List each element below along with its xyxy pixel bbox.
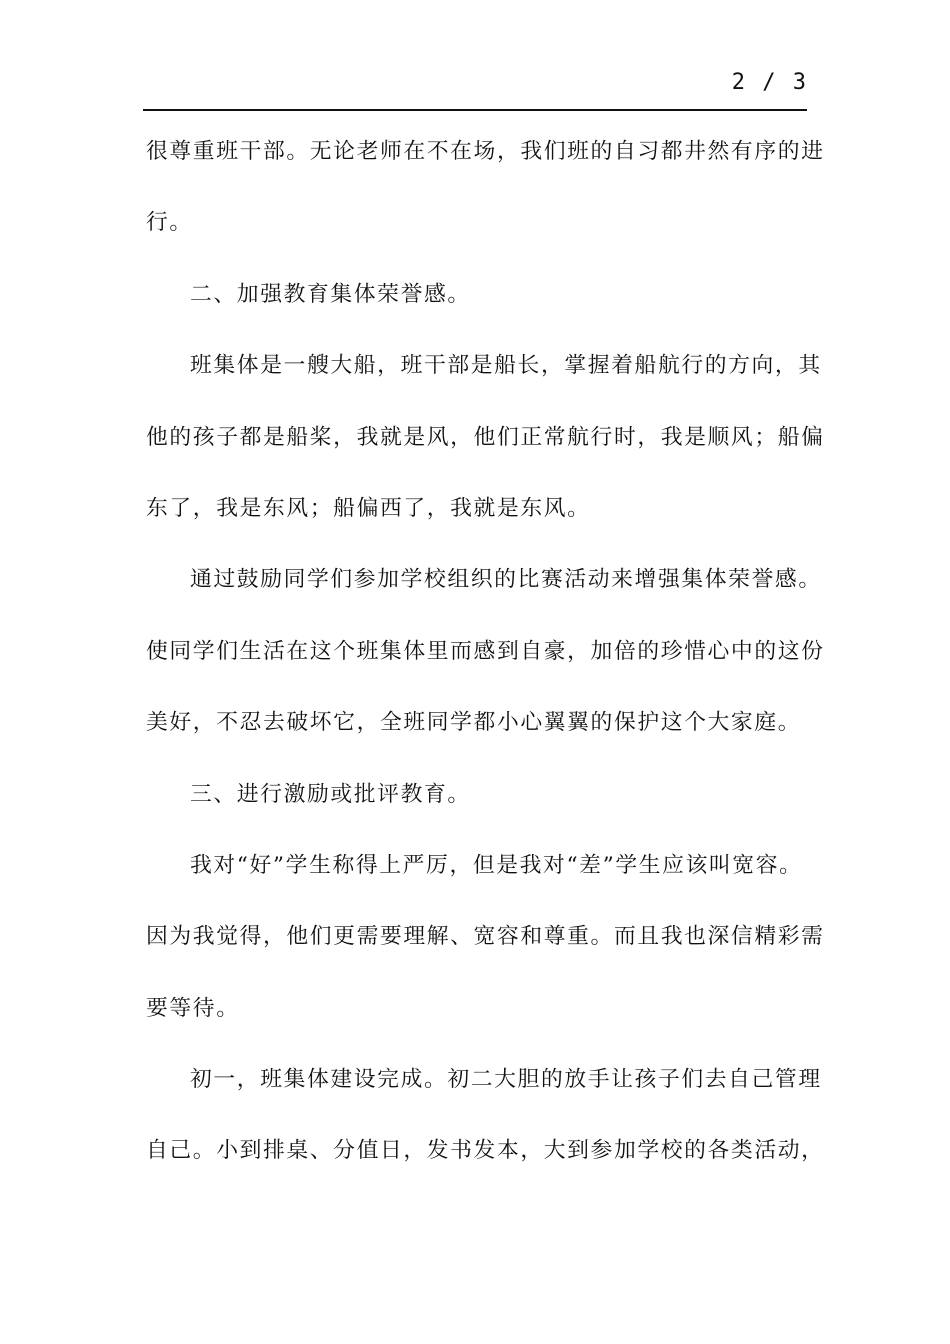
text-line: 通过鼓励同学们参加学校组织的比赛活动来增强集体荣誉感。 (190, 567, 822, 593)
text-line: 东了，我是东风；船偏西了，我就是东风。 (146, 495, 591, 521)
text-line: 我对“好”学生称得上严厉，但是我对“差”学生应该叫宽容。 (190, 852, 803, 878)
page-number: 2 / 3 (731, 70, 808, 95)
document-body (146, 124, 825, 1195)
text-line: 要等待。 (146, 995, 240, 1021)
text-line: 班集体是一艘大船，班干部是船长，掌握着船航行的方向，其 (190, 353, 822, 379)
text-line: 因为我觉得，他们更需要理解、宽容和尊重。而且我也深信精彩需 (146, 924, 825, 950)
text-line: 行。 (146, 210, 193, 236)
text-line: 他的孩子都是船桨，我就是风，他们正常航行时，我是顺风；船偏 (146, 424, 825, 450)
text-line: 使同学们生活在这个班集体里而感到自豪，加倍的珍惜心中的这份 (146, 638, 825, 664)
text-line: 初一，班集体建设完成。初二大胆的放手让孩子们去自己管理 (190, 1067, 822, 1093)
text-line: 很尊重班干部。无论老师在不在场，我们班的自习都井然有序的进 (146, 139, 825, 164)
text-line: 美好，不忍去破坏它，全班同学都小心翼翼的保护这个大家庭。 (146, 710, 802, 736)
header-rule (143, 109, 807, 111)
section-heading: 二、加强教育集体荣誉感。 (190, 281, 471, 307)
section-heading: 三、进行激励或批评教育。 (190, 781, 471, 807)
text-line: 自己。小到排桌、分值日，发书发本，大到参加学校的各类活动， (146, 1138, 825, 1164)
